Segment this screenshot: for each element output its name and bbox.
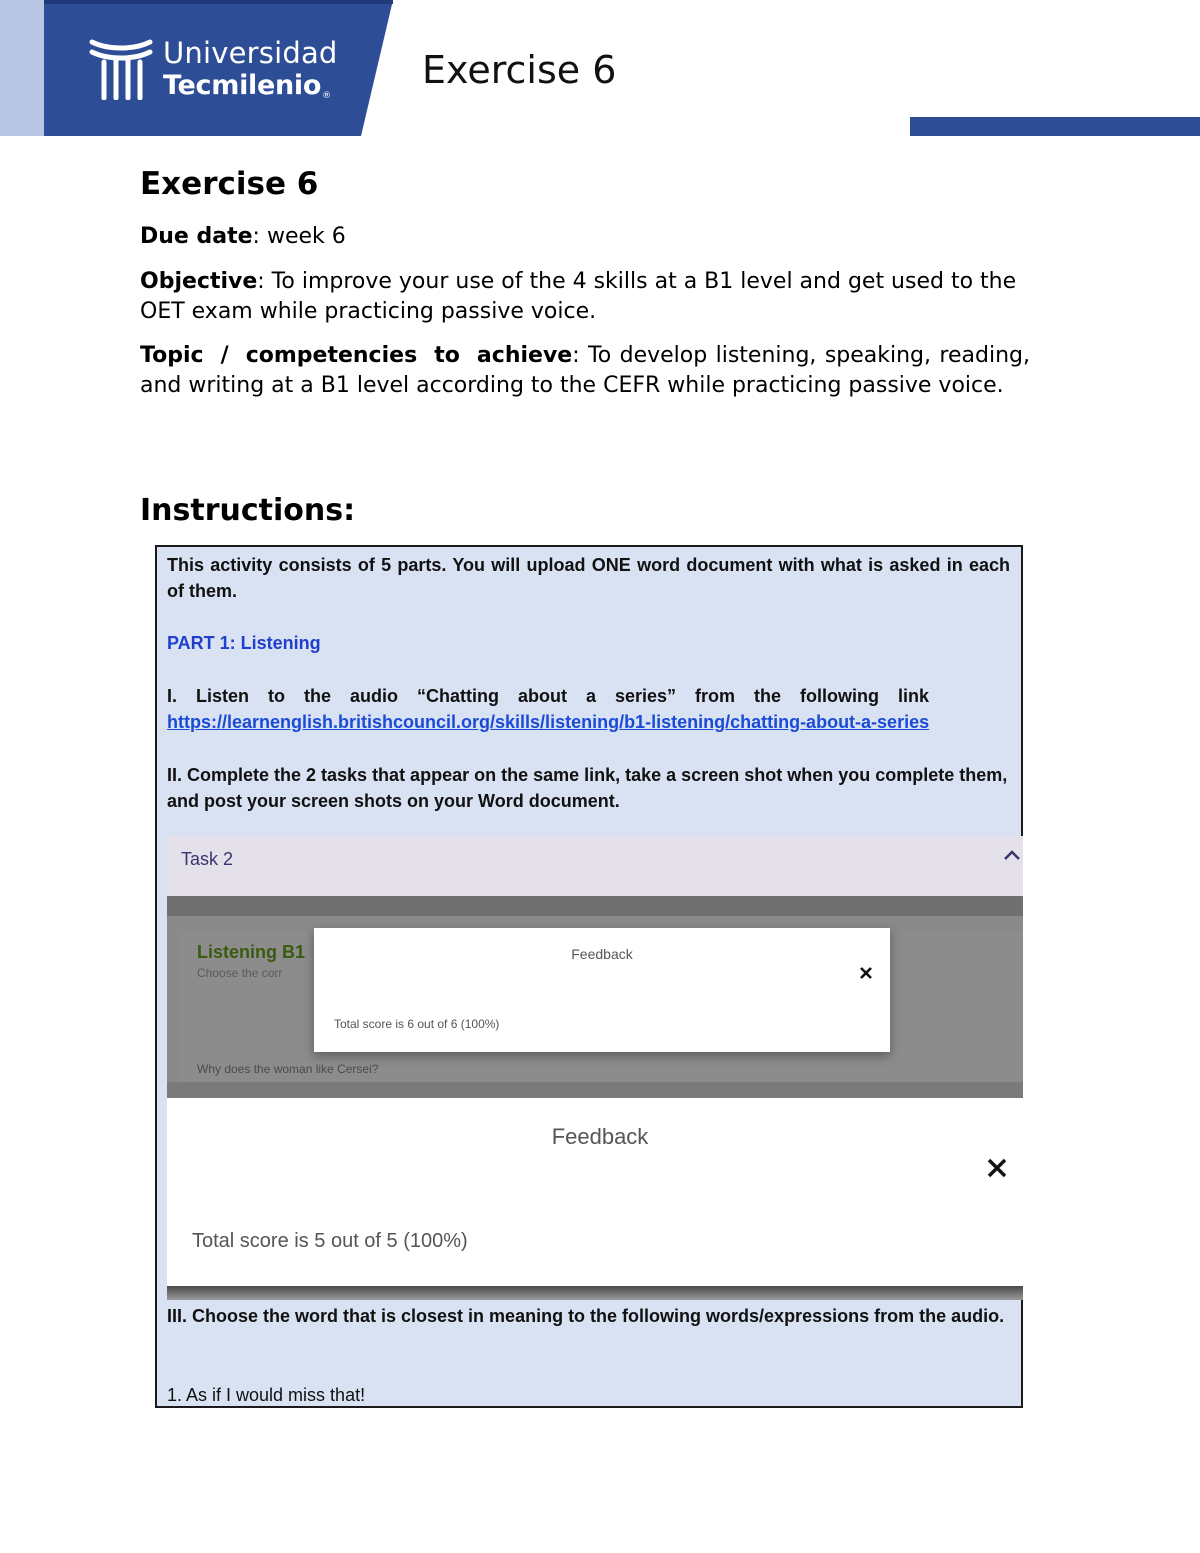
close-icon[interactable] <box>859 966 873 980</box>
step3-text: III. Choose the word that is closest in meaning to the following words/expressions from the audio. <box>167 1306 1005 1326</box>
due-date-value: : week 6 <box>252 224 346 249</box>
header-logo-band-top <box>44 0 393 4</box>
chevron-up-icon <box>1001 844 1023 866</box>
task2-header <box>167 836 1023 896</box>
topic-label: Topic / competencies to achieve <box>140 343 573 368</box>
due-date-line <box>140 222 1030 252</box>
step2-text: II. Complete the 2 tasks that appear on the same link, take a screen shot when you complete them, and post your screen shots on your Word document. <box>167 765 1008 811</box>
feedback-title-2: Feedback <box>551 1124 649 1149</box>
objective-label: Objective <box>140 269 258 294</box>
intro-text: This activity consists of 5 parts. You will upload ONE word document with what is asked in each of them. <box>167 555 1010 601</box>
page-title: Exercise 6 <box>140 166 319 202</box>
tecmilenio-logo-icon <box>88 36 154 100</box>
task2-screenshot <box>167 836 1023 1098</box>
listening-title: Listening B1 <box>197 942 306 962</box>
listening-subtitle: Choose the corr <box>197 966 283 980</box>
feedback-score-2: Total score is 5 out of 5 (100%) <box>192 1230 468 1252</box>
header-title: Exercise 6 <box>422 48 617 92</box>
listening-link-line <box>167 709 1010 735</box>
screenshot1-bottom-edge <box>167 1082 1023 1098</box>
screenshot2-bottom-edge <box>167 1286 1023 1300</box>
instructions-heading: Instructions: <box>140 493 356 528</box>
due-date-label: Due date <box>140 224 253 249</box>
task1-screenshot <box>167 1098 1023 1288</box>
objective-text: : To improve your use of the 4 skills at a B1 level and get used to the OET exam while practicing passive voice. <box>140 269 1017 324</box>
logo-university-text: Universidad <box>163 36 338 70</box>
task2-divider <box>167 896 1023 916</box>
close-icon[interactable] <box>987 1158 1007 1178</box>
logo-tecmilenio-text: Tecmilenio® <box>163 70 331 101</box>
step1-text: I. Listen to the audio “Chatting about a series” from the following link <box>167 686 930 706</box>
instructions-box <box>155 545 1023 1408</box>
feedback-title-1: Feedback <box>571 946 633 962</box>
topic-paragraph <box>140 341 1030 400</box>
part1-heading: PART 1: Listening <box>167 633 321 653</box>
listening-question: Why does the woman like Cersei? <box>197 1062 379 1076</box>
item1-text: 1. As if I would miss that! <box>167 1385 366 1405</box>
objective-paragraph <box>140 267 1030 326</box>
topic-text: : To develop listening, speaking, reading, and writing at a B1 level according to the CEFR while practicing passive voice. <box>140 343 1030 398</box>
listening-link[interactable]: https://learnenglish.britishcouncil.org/skills/listening/b1-listening/chatting-about-a-series <box>167 712 930 732</box>
feedback-modal-1 <box>314 928 890 1052</box>
feedback-score-1: Total score is 6 out of 6 (100%) <box>334 1017 500 1031</box>
header-accent-bar <box>910 117 1200 136</box>
task2-label: Task 2 <box>181 849 234 869</box>
